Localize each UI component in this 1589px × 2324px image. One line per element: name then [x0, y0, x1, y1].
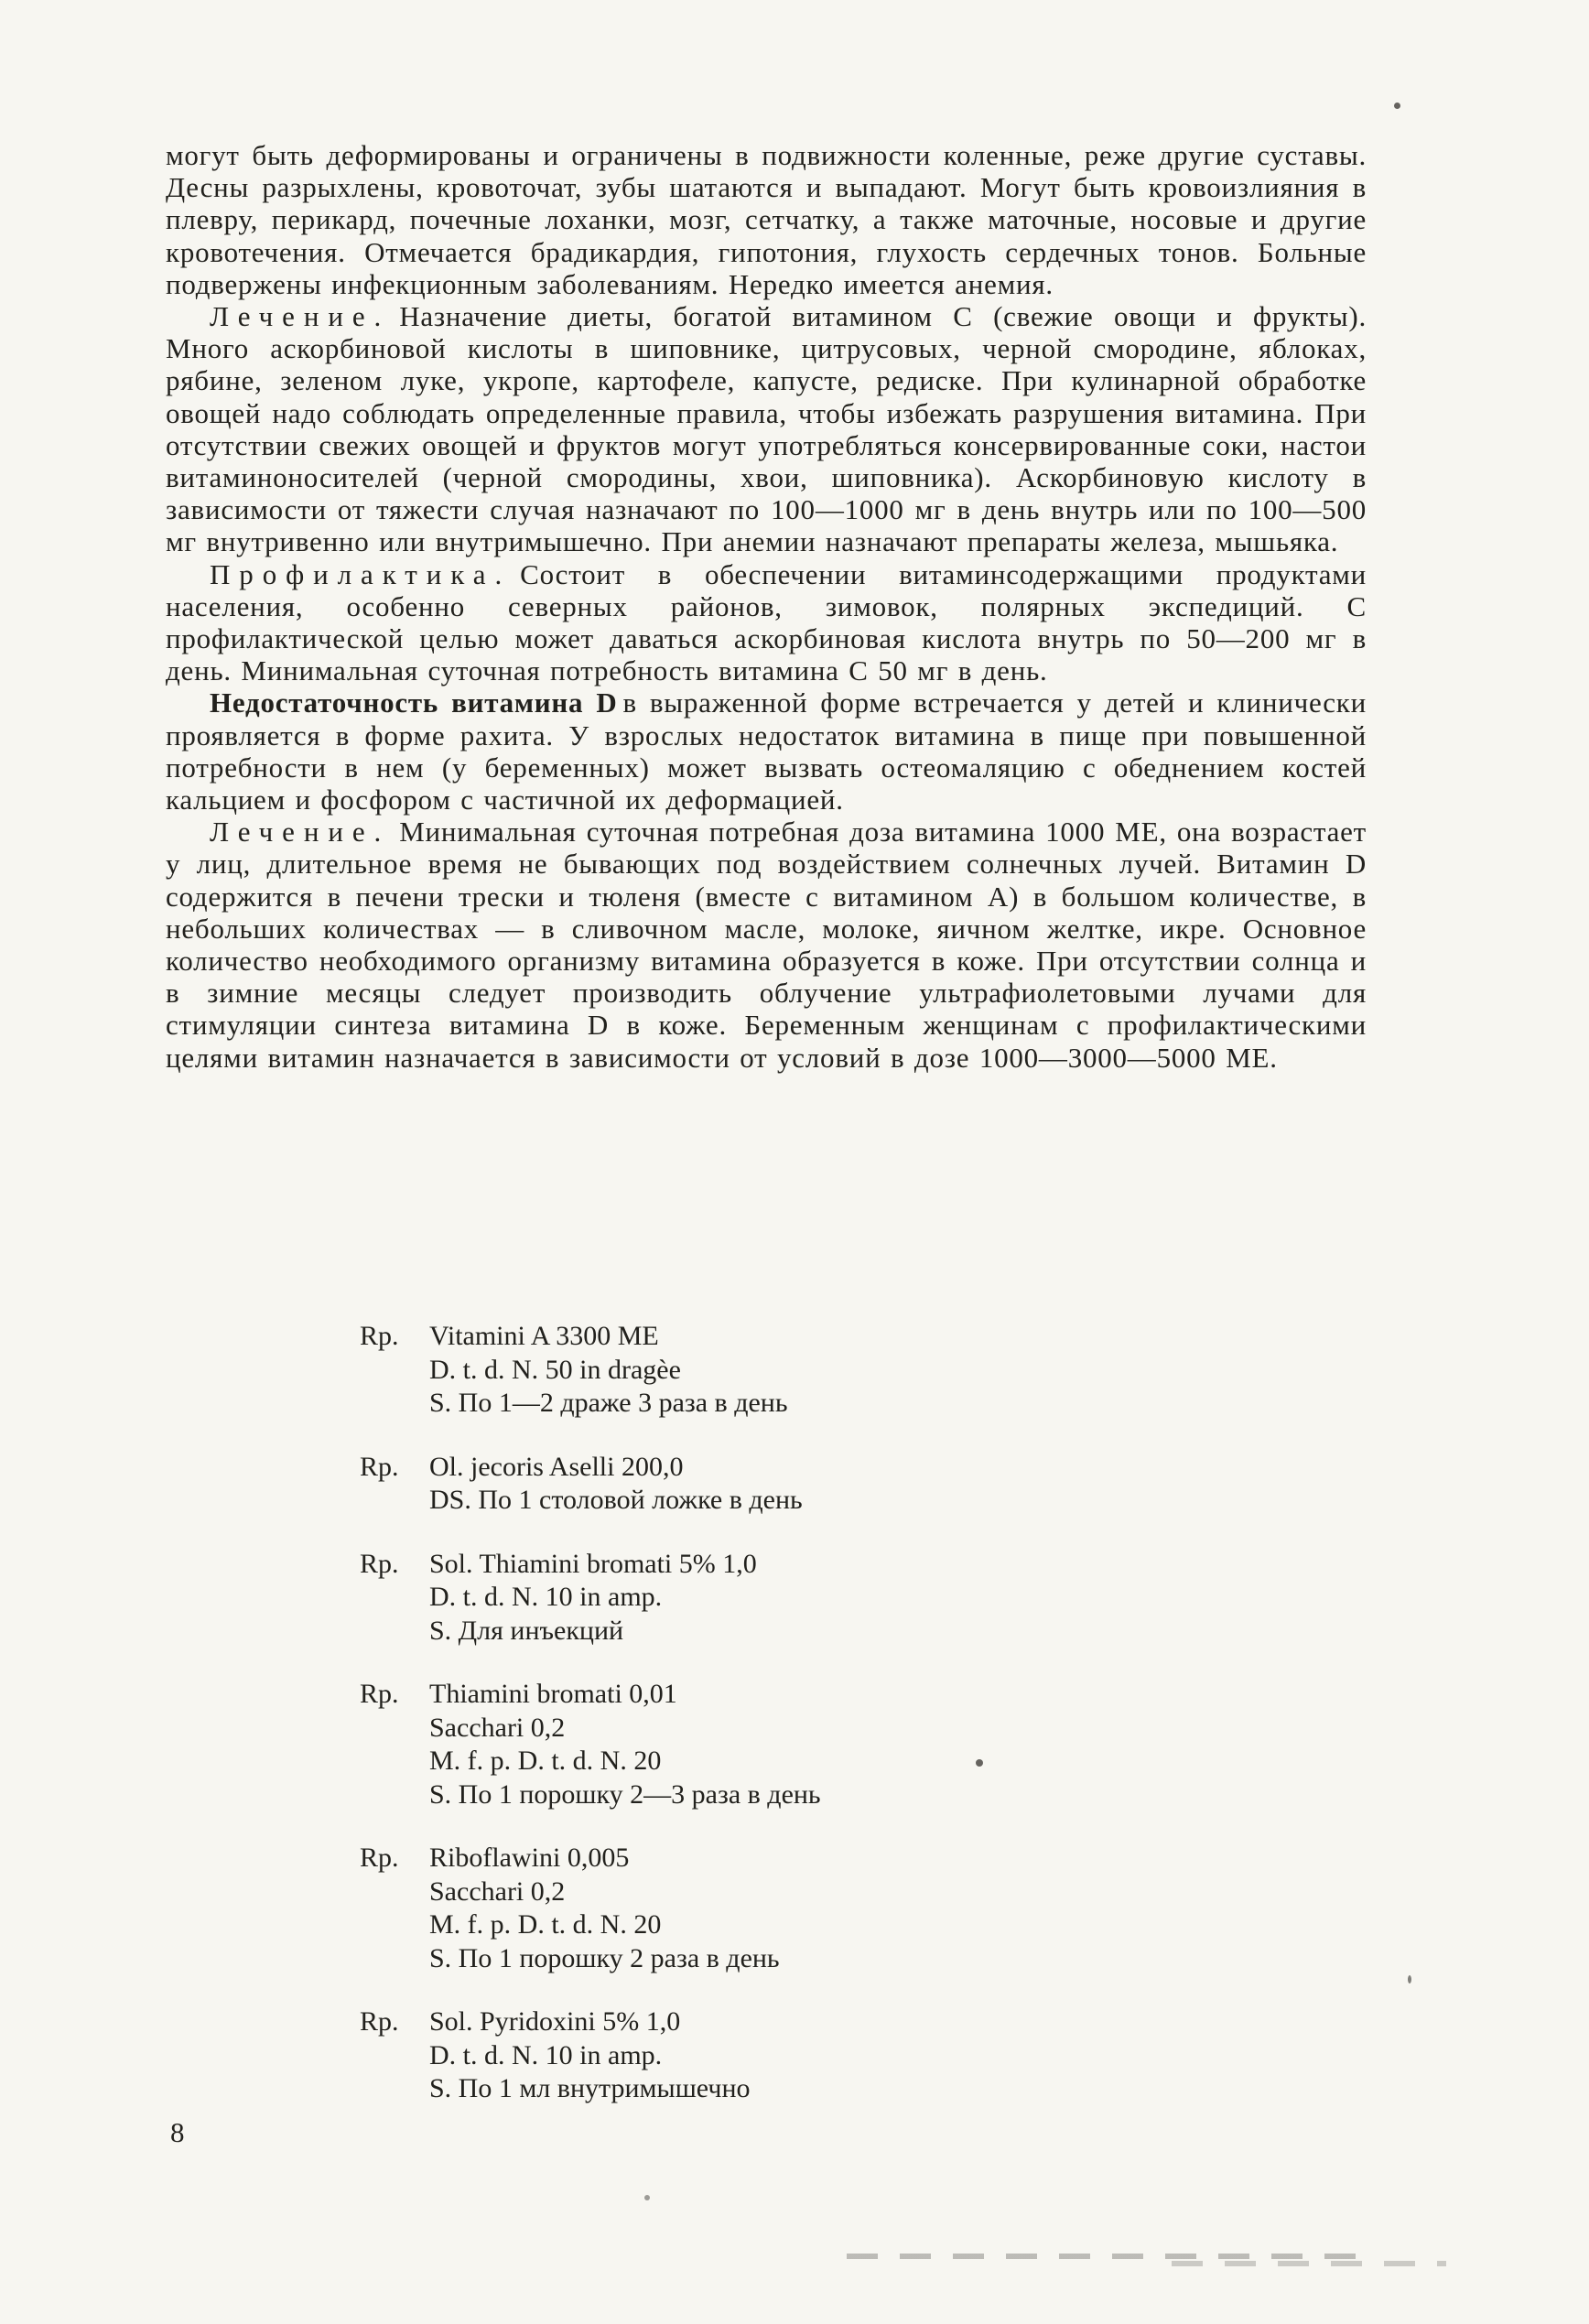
prescription-line: M. f. p. D. t. d. N. 20	[429, 1746, 662, 1776]
rp-label: Rp.	[360, 1451, 399, 1482]
prescription-line	[360, 2005, 1367, 2039]
prescription-line	[360, 1548, 1367, 1582]
prescription-line: S. По 1 мл внутримышечно	[429, 2073, 751, 2103]
prescription	[360, 1842, 1367, 1975]
rp-label: Rp.	[360, 1843, 399, 1873]
paragraph-text: могут быть деформированы и ограничены в подвижности коленные, реже другие суставы. Десны разрыхлены, кровоточат, зубы шатаются и выпадают. Могут быть кровоизлияния в плевру, перикард, почечные лоханки, мозг, сетчатку, а также маточные, носовые и другие кровотечения. Отмечается брадикардия, гипотония, глухость сердечных тонов. Больные подвержены инфекционным заболеваниям. Нередко имеется анемия.	[166, 139, 1367, 300]
prescription-line: M. f. p. D. t. d. N. 20	[429, 1909, 662, 1940]
body-paragraph	[166, 686, 1367, 816]
prescription-text: Riboflawini 0,005	[429, 1843, 630, 1873]
paragraph-lead: Профилактика.	[210, 557, 512, 590]
paragraph-text: Назначение диеты, богатой витамином С (свежие овощи и фрукты). Много аскорбиновой кислоты в шиповнике, цитрусовых, черной смородине, яблоках, рябине, зеленом луке, укропе, картофеле, капусте, редиске. При кулинарной обработке овощей надо соблюдать определенные правила, чтобы избежать разрушения витамина. При отсутствии свежих овощей и фруктов могут употребляться консервированные соки, настои витаминоносителей (черной смородины, хвои, шиповника). Аскорбиновую кислоту в зависимости от тяжести случая назначают по 100—1000 мг в день внутрь или по 100—500 мг внутривенно или внутримышечно. При анемии назначают препараты железа, мышьяка.	[166, 300, 1367, 558]
page-number: 8	[170, 2116, 185, 2148]
prescription	[360, 1548, 1367, 1648]
prescription	[360, 1678, 1367, 1811]
prescription-line: D. t. d. N. 10 in amp.	[429, 1582, 663, 1612]
prescription-line: S. По 1—2 драже 3 раза в день	[429, 1388, 788, 1418]
rp-label: Rp.	[360, 1548, 399, 1579]
scan-speck	[1408, 1975, 1411, 1984]
body-paragraph	[166, 816, 1367, 1074]
prescription-line: D. t. d. N. 50 in dragèe	[429, 1354, 681, 1385]
prescription-line	[360, 1320, 1367, 1354]
prescription	[360, 1320, 1367, 1421]
prescription-line	[360, 1842, 1367, 1875]
prescription-line: Sacchari 0,2	[429, 1875, 566, 1907]
scan-speck	[644, 2195, 650, 2200]
prescription-text: Ol. jecoris Aselli 200,0	[429, 1451, 684, 1482]
scan-speck	[1394, 103, 1400, 109]
body-text-block	[166, 139, 1367, 1074]
prescription-text: Thiamini bromati 0,01	[429, 1679, 677, 1709]
prescription-line: DS. По 1 столовой ложке в день	[429, 1485, 803, 1515]
paragraph-lead: Лечение.	[210, 300, 391, 333]
prescription-line: S. По 1 порошку 2—3 раза в день	[429, 1778, 821, 1810]
prescription-line	[360, 1451, 1367, 1485]
prescription-line: D. t. d. N. 10 in amp.	[429, 2039, 663, 2070]
paragraph-lead: Лечение.	[210, 816, 391, 849]
body-paragraph	[166, 558, 1367, 687]
scan-bleedthrough-marks	[847, 2254, 1359, 2259]
paragraph-lead-bold: Недостаточность витамина D	[210, 686, 618, 719]
prescription-line: Sacchari 0,2	[429, 1712, 566, 1743]
prescription-text: Sol. Pyridoxini 5% 1,0	[429, 2006, 681, 2037]
prescription-line	[360, 1678, 1367, 1712]
rp-label: Rp.	[360, 2006, 399, 2037]
scan-bleedthrough-marks	[1172, 2261, 1446, 2266]
scan-speck	[976, 1759, 983, 1767]
prescription-line: S. Для инъекций	[429, 1615, 624, 1646]
paragraph-text: Минимальная суточная потребная доза витамина 1000 МЕ, она возрастает у лиц, длительное время не бывающих под воздействием солнечных лучей. Витамин D содержится в печени трески и тюленя (вместе с витамином А) в большом количестве, в небольших количествах — в сливочном масле, молоке, яичном желтке, икре. Основное количество необходимого организму витамина образуется в коже. При отсутствии солнца и в зимние месяцы следует производить облучение ультрафиолетовыми лучами для стимуляции синтеза витамина D в коже. Беременным женщинам с профилактическими целями витамин назначается в зависимости от условий в дозе 1000—3000—5000 МЕ.	[166, 816, 1367, 1074]
paragraph-text: Состоит в обеспечении витаминсодержащими продуктами населения, особенно северных районов, зимовок, полярных экспедиций. С профилактической целью может даваться аскорбиновая кислота внутрь по 50—200 мг в день. Минимальная суточная потребность витамина С 50 мг в день.	[166, 557, 1367, 687]
paragraph-text: в выраженной форме встречается у детей и клинически проявляется в форме рахита. У взрослых недостаток витамина в пище при повышенной потребности в нем (у беременных) может вызвать остеомаляцию с обеднением костей кальцием и фосфором с частичной их деформацией.	[166, 686, 1367, 816]
body-paragraph	[166, 300, 1367, 558]
rp-label: Rp.	[360, 1321, 399, 1351]
prescription-text: Vitamini A 3300 ME	[429, 1321, 659, 1351]
prescription-text: Sol. Thiamini bromati 5% 1,0	[429, 1548, 757, 1579]
prescription-line: S. По 1 порошку 2 раза в день	[429, 1942, 780, 1973]
prescription	[360, 1451, 1367, 1518]
prescription	[360, 2005, 1367, 2106]
body-paragraph	[166, 139, 1367, 300]
rp-label: Rp.	[360, 1679, 399, 1709]
prescriptions-section	[360, 1320, 1367, 2136]
